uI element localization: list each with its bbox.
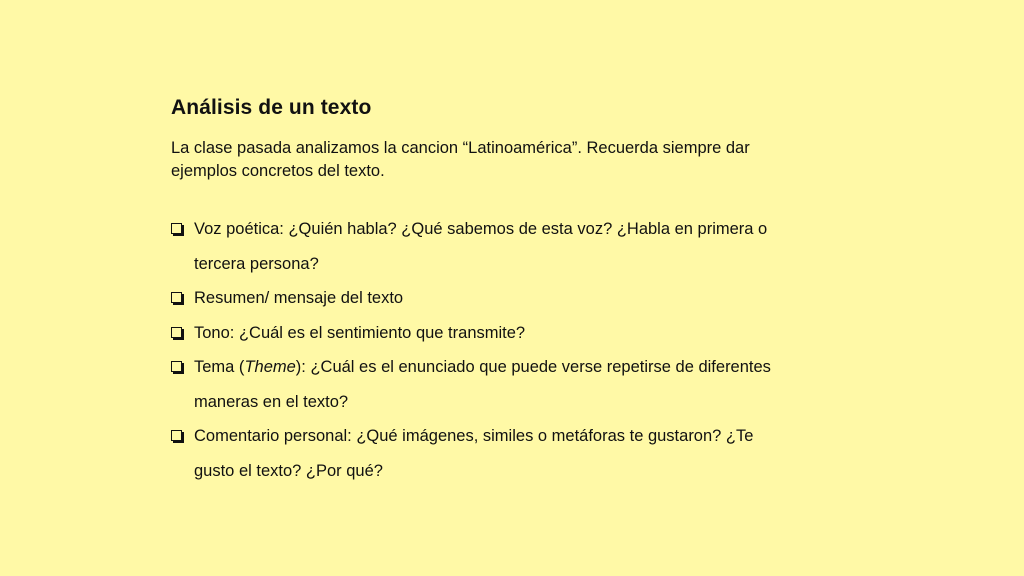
bullet-item-tono xyxy=(171,316,791,351)
bullet-item-tema xyxy=(171,350,791,419)
checkbox-bullet-icon xyxy=(171,430,182,441)
bullet-item-comentario xyxy=(171,419,791,488)
bullet-list xyxy=(171,212,791,488)
checkbox-bullet-icon xyxy=(171,223,182,234)
bullet-text: Voz poética: ¿Quién habla? ¿Qué sabemos de esta voz? ¿Habla en primera o tercera persona? xyxy=(194,220,768,273)
intro-paragraph: La clase pasada analizamos la cancion “Latinoamérica”. Recuerda siempre dar ejemplos concretos del texto. xyxy=(171,139,750,180)
bullet-item-voz-poetica xyxy=(171,212,791,281)
checkbox-bullet-icon xyxy=(171,292,182,303)
bullet-text: Comentario personal: ¿Qué imágenes, similes o metáforas te gustaron? ¿Te gusto el texto? ¿Por qué? xyxy=(194,427,754,480)
bullet-item-resumen xyxy=(171,281,791,316)
bullet-text-part: ): ¿Cuál es el enunciado que puede verse repetirse de diferentes maneras en el texto? xyxy=(194,358,771,411)
bullet-text: Tono: ¿Cuál es el sentimiento que transmite? xyxy=(194,323,526,342)
bullet-text-italic: Theme xyxy=(244,358,296,376)
bullet-text xyxy=(194,358,771,411)
slide-content xyxy=(171,92,791,488)
checkbox-bullet-icon xyxy=(171,361,182,372)
bullet-text-part: Tema ( xyxy=(194,358,245,376)
checkbox-bullet-icon xyxy=(171,327,182,338)
slide-title: Análisis de un texto xyxy=(171,96,372,119)
bullet-text: Resumen/ mensaje del texto xyxy=(194,289,404,307)
